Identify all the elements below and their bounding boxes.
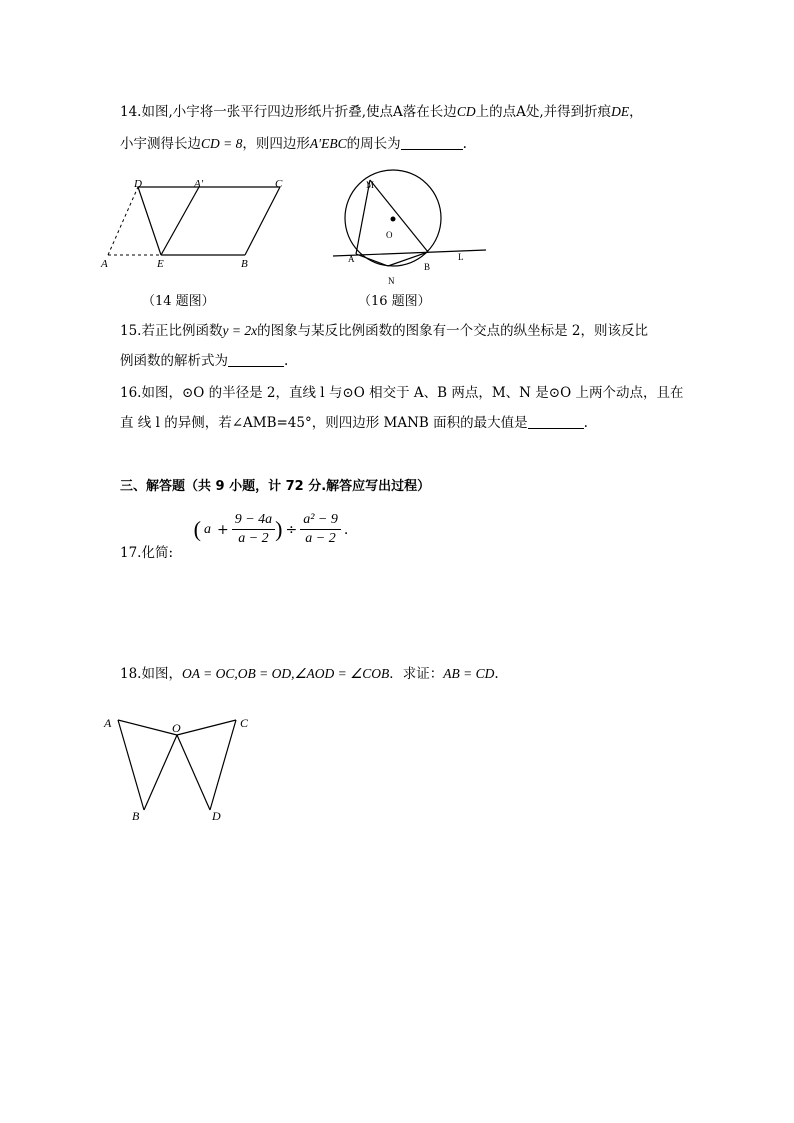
q18-label: 18.如图， (120, 666, 182, 682)
fig14-label-c: C (275, 178, 283, 190)
q15-func: y = 2x (222, 323, 258, 338)
q14-quad-name: A′EBC (309, 136, 347, 151)
fig16-label-b: B (424, 262, 431, 272)
q14-text-2d: . (462, 136, 467, 152)
q14-text-2c: 的周长为 (346, 136, 401, 152)
q14-text-2b: ，则四边形 (242, 136, 310, 152)
fig18-seg-dc (210, 720, 236, 810)
q17-fraction-2 (300, 511, 341, 548)
q18-goal: AB = CD (443, 666, 495, 681)
fig14-edge-ea (161, 187, 199, 255)
q18-conditions: OA = OC,OB = OD,∠AOD = ∠COB (181, 666, 390, 681)
fig16-label-m: M (366, 180, 375, 190)
q17-frac2-numerator: a² − 9 (300, 511, 341, 530)
q16-answer-blank[interactable] (528, 414, 584, 429)
q17-var-a: a (203, 521, 211, 537)
q17-frac1-numerator: 9 − 4a (232, 511, 275, 530)
fig16-chord-ma (356, 180, 370, 254)
figure-14 (95, 175, 295, 275)
fig14-dashed-ad (108, 187, 138, 255)
q17-end: . (343, 521, 349, 538)
q18-prove-text: ．求证： (389, 666, 444, 682)
q14-text-2a: 小宇测得长边 (120, 136, 201, 152)
q15-line-1 (120, 321, 648, 341)
fig18-label-c: C (240, 716, 249, 730)
fig18-label-b: B (132, 809, 140, 823)
fig14-edge-bc (245, 187, 280, 255)
q16-line-1: 16.如图，⊙O 的半径是 2，直线 l 与⊙O 相交于 A、B 两点，M、N 是⊙O 上两个动点，且在 (120, 385, 684, 401)
q15-line-2 (120, 351, 288, 371)
q16-text-2a: 直 线 l 的异侧，若∠AMB=45°，则四边形 MANB 面积的最大值是 (120, 415, 528, 431)
fig16-label-o: O (386, 230, 393, 240)
q17-paren-open: ( (193, 516, 201, 542)
q16-line-2 (120, 413, 588, 433)
q17-frac1-denominator: a − 2 (238, 531, 269, 546)
q16-text-2b: . (583, 415, 588, 431)
q15-answer-blank[interactable] (228, 352, 284, 367)
fig16-chord-mb (370, 180, 428, 252)
q14-text-1a: 14.如图,小宇将一张平行四边形纸片折叠,使点A落在长边 (120, 104, 457, 120)
fig16-label-n: N (388, 276, 395, 286)
q14-line-1 (120, 102, 643, 122)
fig18-seg-od (177, 735, 210, 810)
fig16-center-dot (391, 217, 396, 222)
q17-plus: + (216, 521, 229, 538)
fig16-chord-an (356, 254, 388, 266)
figure-18 (100, 712, 260, 824)
fig18-label-d: D (212, 809, 221, 823)
q18-end: . (494, 666, 499, 682)
q17-divide: ÷ (285, 521, 298, 538)
q14-var-de: DE (611, 104, 630, 119)
fig16-label-l: L (458, 252, 464, 262)
q14-eq-cd: CD = 8 (201, 136, 243, 151)
fig18-label-o: O (172, 721, 181, 735)
section-3-title: 三、解答题（共 9 小题，计 72 分.解答应写出过程） (120, 479, 431, 494)
fig16-caption: （16 题图） (358, 294, 431, 309)
q17-frac2-denominator: a − 2 (305, 531, 336, 546)
q14-var-cd: CD (456, 104, 476, 119)
q15-text-1a: 15.若正比例函数 (120, 323, 223, 339)
q14-text-1c: ， (629, 104, 643, 120)
q15-text-1b: 的图象与某反比例函数的图象有一个交点的纵坐标是 2，则该反比 (257, 323, 648, 339)
fig14-label-a-prime: A′ (194, 178, 204, 190)
q15-text-2b: . (284, 353, 289, 369)
q14-answer-blank[interactable] (401, 135, 463, 150)
fig18-seg-ao (118, 720, 177, 735)
figure-16 (330, 168, 490, 290)
q17-line (120, 511, 351, 561)
fig14-label-a: A (101, 258, 108, 270)
q17-fraction-1 (232, 511, 275, 548)
fig14-caption: （14 题图） (142, 294, 215, 309)
q15-text-2a: 例函数的解析式为 (120, 353, 228, 369)
fig14-label-d: D (134, 178, 142, 190)
fig14-label-b: B (241, 258, 248, 270)
fig18-label-a: A (104, 716, 112, 730)
fig18-seg-ab (118, 720, 144, 810)
q17-paren-close: ) (275, 516, 283, 542)
fig18-seg-oc (177, 720, 236, 735)
q17-label: 17.化简: (120, 545, 174, 561)
fig18-seg-bo (144, 735, 177, 810)
q18-line (120, 664, 499, 684)
fig14-fold-de (138, 187, 161, 255)
fig16-label-a: A (348, 254, 355, 264)
q14-text-1b: 上的点A处,并得到折痕 (475, 104, 612, 120)
q14-line-2 (120, 134, 467, 154)
fig14-label-e: E (157, 258, 164, 270)
